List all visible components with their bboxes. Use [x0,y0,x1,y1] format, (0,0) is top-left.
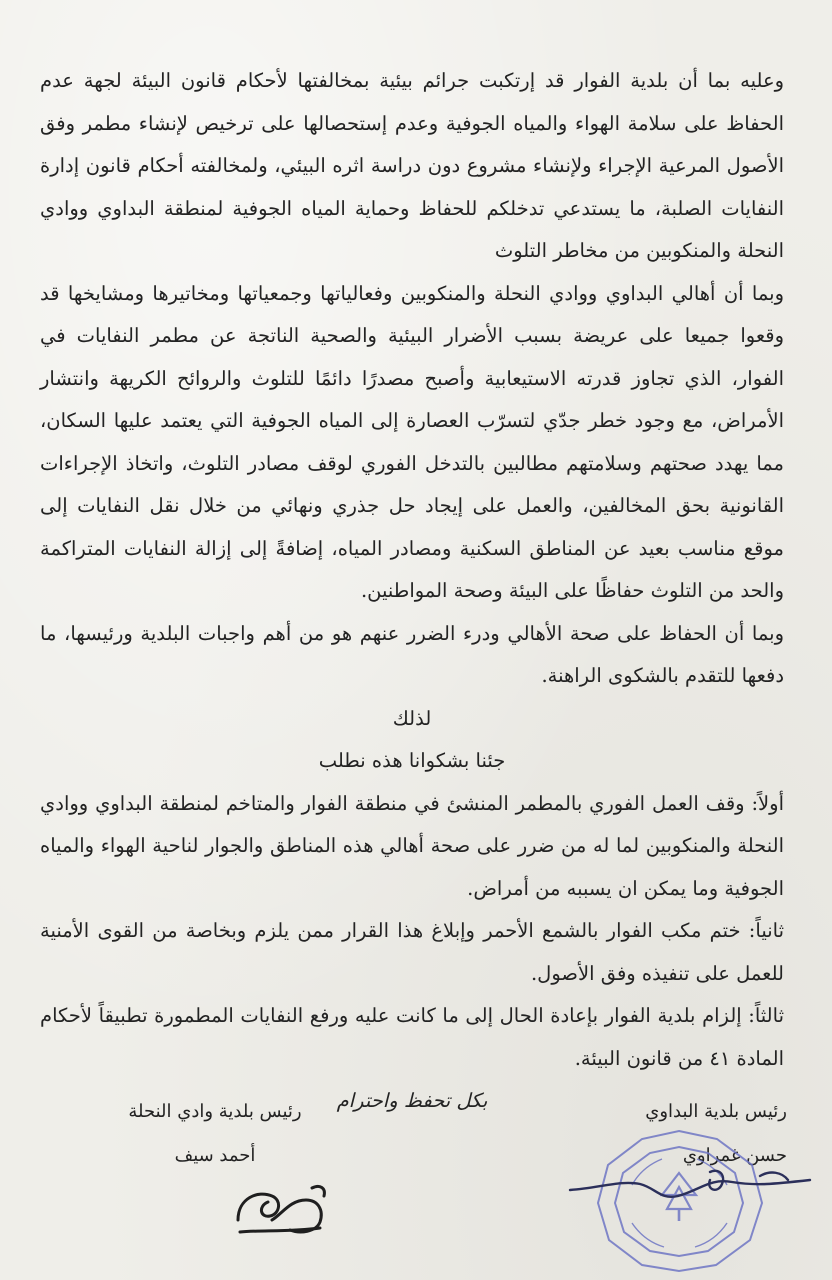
handwritten-signature-baddawi-icon [560,1150,820,1230]
heading-therefore: لذلك [392,706,432,730]
paragraph-residents-petition: وبما أن أهالي البداوي ووادي النحلة والمنكوبين وفعالياتها وجمعياتها ومخاتيرها ومشايخها قد وقعوا جميعا على عريضة بسبب الأضرار البيئية والصحية الناتجة عن مطمر النفايات في الفوار، الذي تجاوز قدرته الاستيعابية وأصبح مصدرًا دائمًا للتلوث والروائح الكريهة وانتشار الأمراض، مع وجود خطر جدّي لتسرّب العصارة إلى المياه الجوفية التي يعتمد عليها السكان، مما يهدد صحتهم وسلامتهم مطالبين بالتدخل الفوري لوقف مصادر التلوث، واتخاذ الإجراءات القانونية بحق المخالفين، والعمل على إيجاد حل جذري ونهائي من خلال نقل النفايات إلى موقع مناسب بعيد عن المناطق السكنية ومصادر المياه، إضافةً إلى إزالة النفايات المتراكمة والحد من التلوث حفاظًا على البيئة وصحة المواطنين. [40,281,784,602]
demand-second: ثانياً: ختم مكب الفوار بالشمع الأحمر وإبلاغ هذا القرار ممن يلزم وبخاصة من القوى الأمنية للعمل على تنفيذه وفق الأصول. [40,919,784,985]
closing-salutation: بكل تحفظ واحترام [336,1089,488,1112]
heading-request: جئنا بشكوانا هذه نطلب [318,749,506,772]
demand-first: أولاً: وقف العمل الفوري بالمطمر المنشئ في منطقة الفوار والمتاخم لمنطقة البداوي ووادي النحلة والمنكوبين لما له من ضرر على صحة أهالي هذه المناطق والجوار لناحية الهواء والمياه الجوفية وما يمكن ان يسببه من أمراض. [40,791,784,900]
signatory-name-wadi-nahleh: أحمد سيف [174,1145,256,1166]
signatory-title-baddawi: رئيس بلدية البداوي [645,1101,787,1122]
paragraph-municipality-duty: وبما أن الحفاظ على صحة الأهالي ودرء الضرر عنهم هو من أهم واجبات البلدية ورئيسها، ما دفعها للتقدم بالشكوى الراهنة. [40,621,784,687]
signatory-name-baddawi: حسن غمراوي [682,1145,787,1166]
letter-body [40,60,784,1123]
signature-block-wadi-nahleh [95,1090,335,1178]
demand-third: ثالثاً: إلزام بلدية الفوار بإعادة الحال إلى ما كانت عليه ورفع النفايات المطمورة تطبيقاً لأحكام المادة ٤١ من قانون البيئة. [40,1004,784,1070]
signatory-title-wadi-nahleh: رئيس بلدية وادي النحلة [128,1101,302,1122]
paragraph-violations: وعليه بما أن بلدية الفوار قد إرتكبت جرائم بيئية بمخالفتها لأحكام قانون البيئة لجهة عدم الحفاظ على سلامة الهواء والمياه الجوفية وعدم إستحصالها على ترخيص لإنشاء مطمر وفق الأصول المرعية الإجراء ولإنشاء مشروع دون دراسة اثره البيئي، ولمخالفته أحكام قانون إدارة النفايات الصلبة، ما يستدعي تدخلكم للحفاظ وحماية المياه الجوفية لمنطقة البداوي ووادي النحلة والمنكوبين من مخاطر التلوث [40,69,784,262]
handwritten-signature-wadi-nahleh-icon [220,1170,340,1250]
